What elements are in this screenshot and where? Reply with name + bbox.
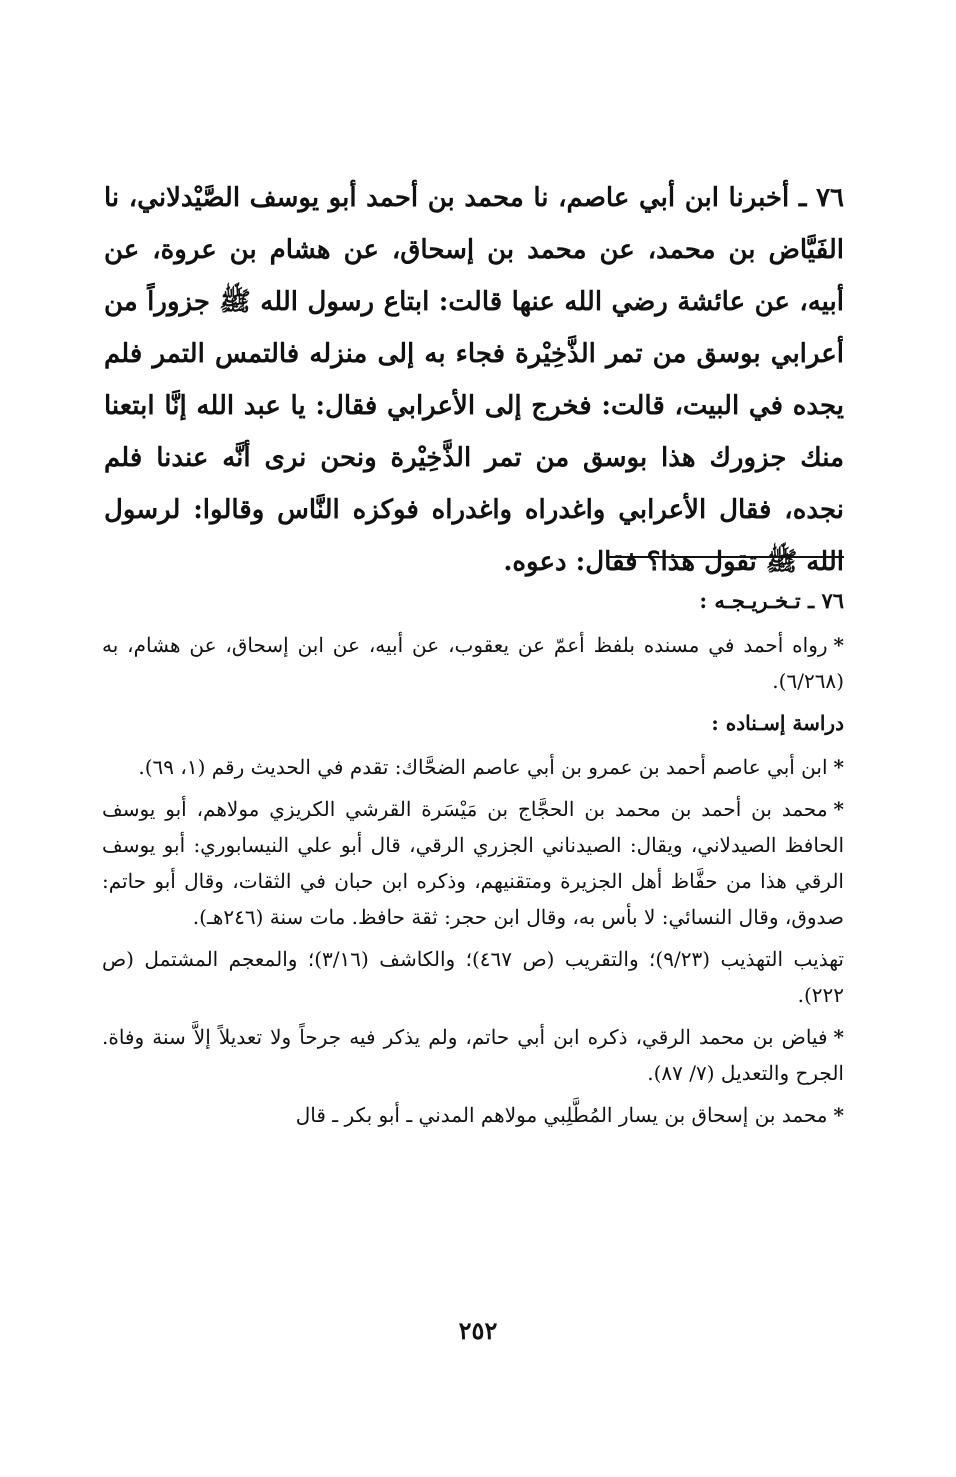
narrator-note-3: *فياض بن محمد الرقي، ذكره ابن أبي حاتم، ولم يذكر فيه جرحاً ولا تعديلاً إلاَّ سنة وفاة. الجرح والتعديل (٧/ ٨٧). <box>102 1025 844 1085</box>
footnote-separator <box>608 556 844 558</box>
hadith-number: ٧٦ ـ <box>798 183 844 213</box>
narrator-note-2-refs: تهذيب التهذيب (٩/٢٣)؛ والتقريب (ص ٤٦٧)؛ والكاشف (٣/١٦)؛ والمعجم المشتمل (ص ٢٢٢). <box>102 947 844 1007</box>
bullet-star: * <box>833 797 844 821</box>
takhrij-note: *رواه أحمد في مسنده بلفظ أعمّ عن يعقوب، عن أبيه، عن ابن إسحاق، عن هشام، به (٦/٢٦٨). <box>102 633 844 693</box>
dirasa-heading: دراسة إسـناده : <box>711 711 844 735</box>
hadith-text <box>104 172 844 588</box>
bullet-star: * <box>833 1025 844 1049</box>
bullet-star: * <box>833 1103 844 1127</box>
hadith-body: أخبرنا ابن أبي عاصم، نا محمد بن أحمد أبو يوسف الصَّيْدلاني، نا الفَيَّاض بن محمد، عن محمد بن إسحاق، عن هشام بن عروة، عن أبيه، عن عائشة رضي الله عنها قالت: ابتاع رسول الله ﷺ جزوراً من أعرابي بوسق من تمر الذَّخِيْرة فجاء به إلى منزله فالتمس التمر فلم يجده في البيت، قالت: فخرج إلى الأعرابي فقال: يا عبد الله إنَّا ابتعنا منك جزورك هذا بوسق من تمر الذَّخِيْرة ونحن نرى أنَّه عندنا فلم نجده، فقال الأعرابي واغدراه واغدراه فوكزه النَّاس وقالوا: لرسول الله ﷺ تقول هذا؟ فقال: دعوه. <box>104 183 844 577</box>
bullet-star: * <box>833 633 844 657</box>
takhrij-heading: ٧٦ ـ تـخـريـجـه : <box>699 588 844 613</box>
narrator-note-1: *ابن أبي عاصم أحمد بن عمرو بن أبي عاصم الضحَّاك: تقدم في الحديث رقم (١، ٦٩). <box>138 755 844 779</box>
narrator-note-2: *محمد بن أحمد بن محمد بن الحجَّاج بن مَيْسَرة القرشي الكريزي مولاهم، أبو يوسف الحافظ الصيدلاني، ويقال: الصيدناني الجزري الرقي، قال أبو علي النيسابوري: أبو يوسف الرقي هذا من حفَّاظ أهل الجزيرة ومتقنيهم، وذكره ابن حبان في الثقات، وقال أبو حاتم: صدوق، وقال النسائي: لا بأس به، وقال ابن حجر: ثقة حافظ. مات سنة (٢٤٦هـ). <box>102 797 844 929</box>
page-number: ٢٥٢ <box>458 1316 498 1345</box>
bullet-star: * <box>833 755 844 779</box>
narrator-note-4: *محمد بن إسحاق بن يسار المُطَّلِبي مولاهم المدني ـ أبو بكر ـ قال <box>295 1103 844 1127</box>
footnotes <box>102 583 844 1139</box>
